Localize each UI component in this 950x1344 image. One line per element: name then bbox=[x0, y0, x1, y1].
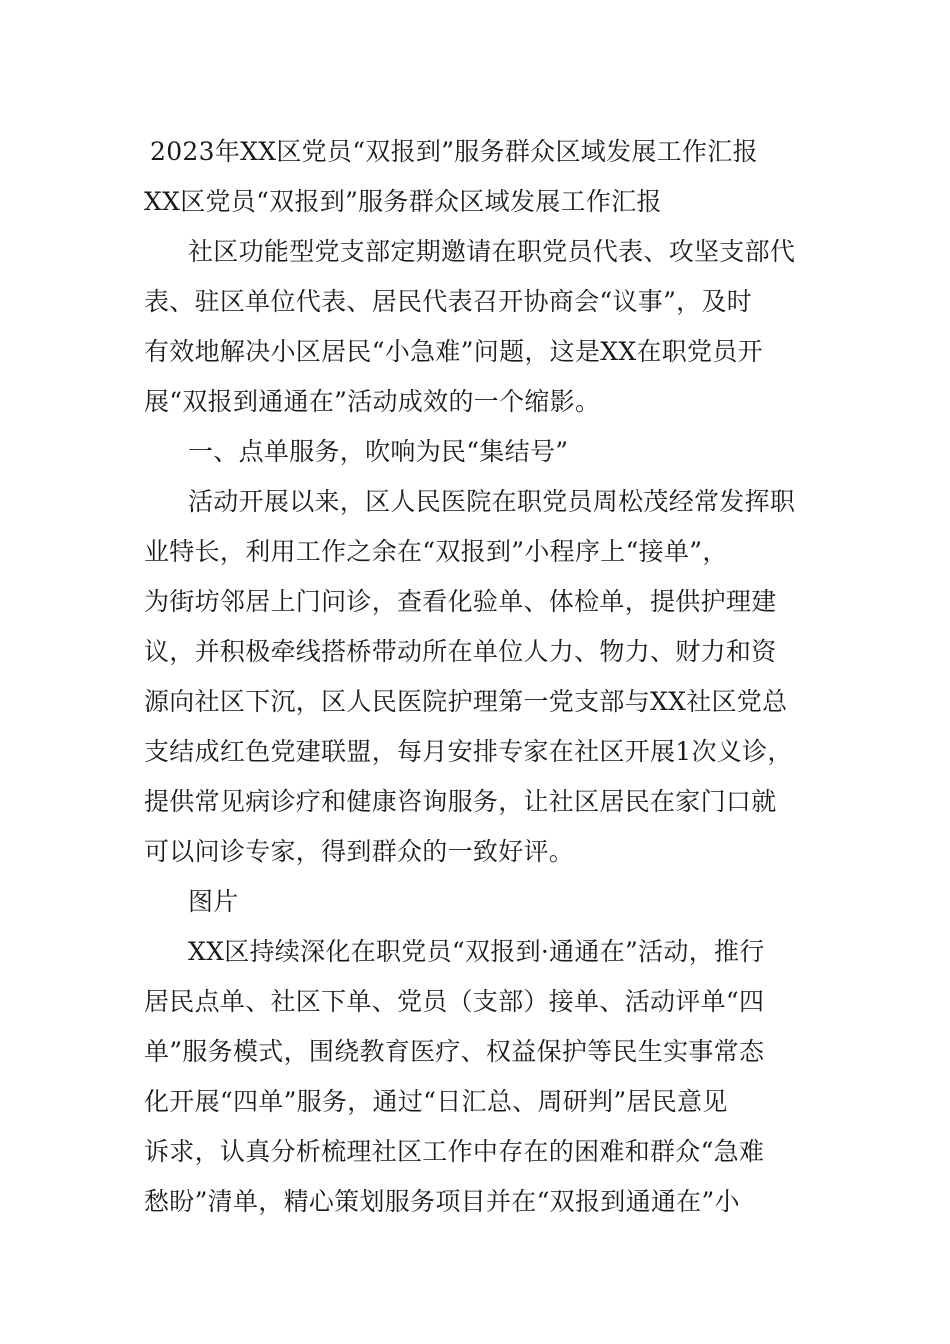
section-heading-line: 一、点单服务，吹响为民“集结号” bbox=[188, 437, 569, 466]
paragraph-line: 活动开展以来，区人民医院在职党员周松茂经常发挥职 bbox=[188, 487, 796, 516]
paragraph-line: 议，并积极牵线搭桥带动所在单位人力、物力、财力和资 bbox=[144, 637, 777, 666]
paragraph-line: 有效地解决小区居民“小急难”问题，这是XX在职党员开 bbox=[144, 337, 763, 366]
paragraph-intro bbox=[144, 227, 820, 427]
image-placeholder-label: 图片 bbox=[188, 887, 239, 916]
paragraph-line: 社区功能型党支部定期邀请在职党员代表、攻坚支部代 bbox=[188, 237, 796, 266]
paragraph-line: 展“双报到通通在”活动成效的一个缩影。 bbox=[144, 387, 601, 416]
paragraph-line: 支结成红色党建联盟，每月安排专家在社区开展1次义诊， bbox=[144, 737, 793, 766]
paragraph-hospital bbox=[144, 477, 820, 877]
image-caption bbox=[144, 877, 820, 927]
paragraph-line: 源向社区下沉，区人民医院护理第一党支部与XX社区党总 bbox=[144, 687, 788, 716]
section-heading-1 bbox=[144, 427, 820, 477]
paragraph-line: 提供常见病诊疗和健康咨询服务，让社区居民在家门口就 bbox=[144, 787, 777, 816]
paragraph-line: 居民点单、社区下单、党员（支部）接单、活动评单“四 bbox=[144, 987, 765, 1016]
paragraph-line: 表、驻区单位代表、居民代表召开协商会“议事”，及时 bbox=[144, 287, 753, 316]
paragraph-line: 愁盼”清单，精心策划服务项目并在“双报到通通在”小 bbox=[144, 1187, 740, 1216]
paragraph-line: 诉求，认真分析梳理社区工作中存在的困难和群众“急难 bbox=[144, 1137, 765, 1166]
paragraph-line: 可以问诊专家，得到群众的一致好评。 bbox=[144, 837, 575, 866]
document-title: 2023年XX区党员“双报到”服务群众区域发展工作汇报 bbox=[150, 137, 758, 166]
paragraph-line: 化开展“四单”服务，通过“日汇总、周研判”居民意见 bbox=[144, 1087, 728, 1116]
document-subtitle: XX区党员“双报到”服务群众区域发展工作汇报 bbox=[144, 187, 662, 216]
paragraph-line: 业特长，利用工作之余在“双报到”小程序上“接单”， bbox=[144, 537, 728, 566]
paragraph-line: XX区持续深化在职党员“双报到·通通在”活动，推行 bbox=[188, 937, 765, 966]
paragraph-four-orders bbox=[144, 927, 820, 1227]
paragraph-line: 为街坊邻居上门问诊，查看化验单、体检单，提供护理建 bbox=[144, 587, 777, 616]
document-body bbox=[144, 127, 820, 1227]
paragraph-line: 单”服务模式，围绕教育医疗、权益保护等民生实事常态 bbox=[144, 1037, 765, 1066]
